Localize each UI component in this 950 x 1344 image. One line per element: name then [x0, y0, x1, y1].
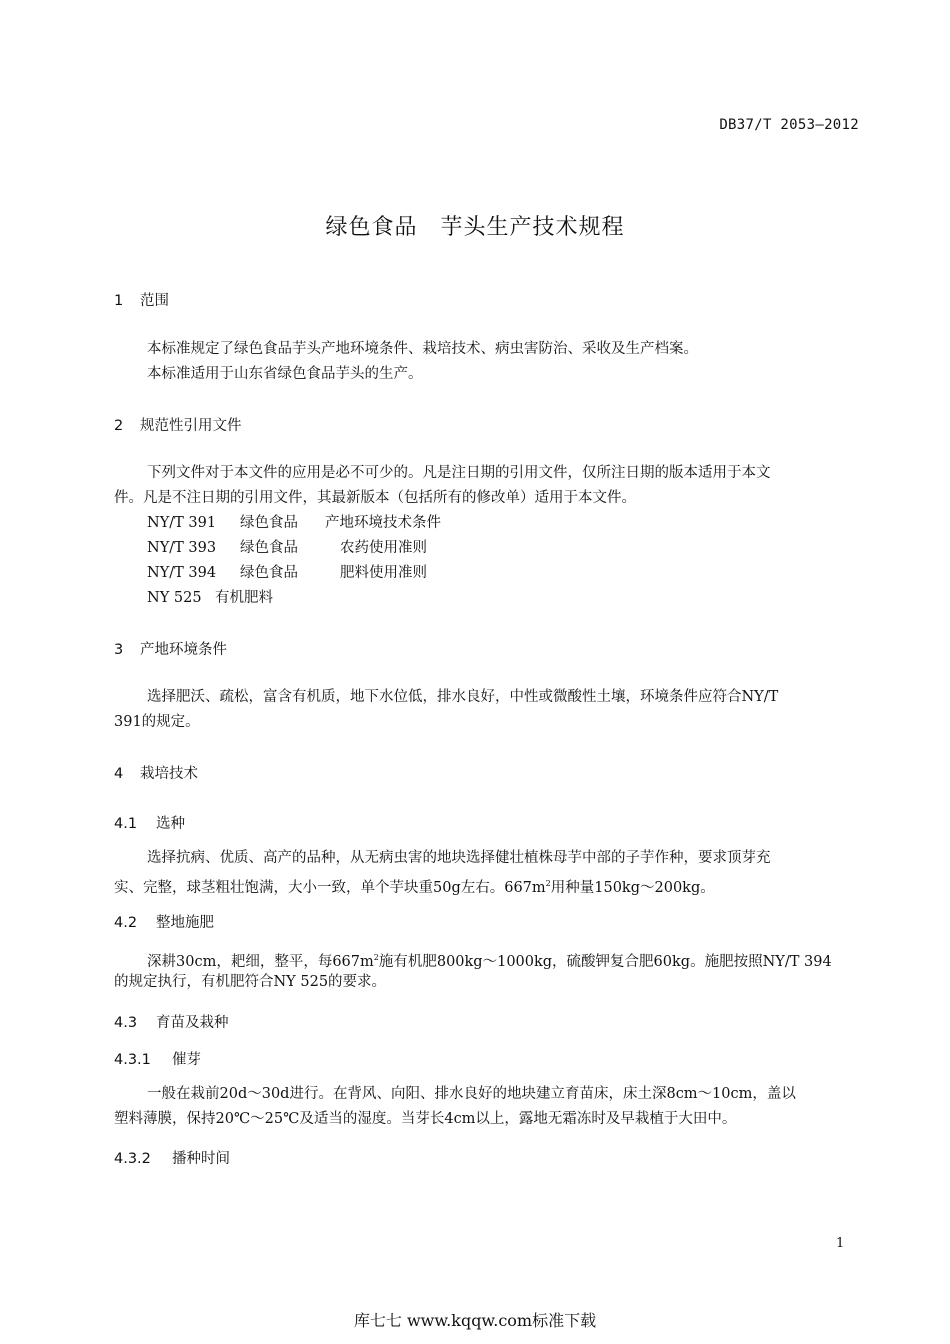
paragraph: 塑料薄膜，保持20℃～25℃及适当的湿度。当芽长4cm以上，露地无霜冻时及早栽植于大田中。 [114, 1111, 737, 1127]
reference-item [147, 536, 427, 561]
section-title: 栽培技术 [140, 766, 198, 782]
section-title: 范围 [140, 293, 169, 309]
subsection-4-2-heading [114, 911, 214, 932]
standard-code: DB37/T 2053—2012 [719, 117, 859, 133]
section-title: 整地施肥 [156, 915, 214, 931]
reference-code: NY/T 391 [147, 515, 217, 531]
section-title: 播种时间 [172, 1151, 230, 1167]
reference-name: 有机肥料 [215, 590, 273, 606]
section-title: 催芽 [172, 1052, 201, 1068]
reference-name: 肥料使用准则 [340, 565, 427, 581]
section-title: 规范性引用文件 [140, 418, 242, 434]
section-number: 4.3.2 [114, 1151, 151, 1167]
reference-category: 绿色食品 [240, 565, 298, 581]
paragraph: 选择肥沃、疏松，富含有机质，地下水位低，排水良好，中性或微酸性土壤，环境条件应符合NY/T [147, 689, 779, 705]
paragraph: 391的规定。 [114, 714, 200, 730]
paragraph: 下列文件对于本文件的应用是必不可少的。凡是注日期的引用文件，仅所注日期的版本适用于本文 [147, 465, 771, 481]
section-title: 选种 [156, 816, 185, 832]
section-number: 3 [114, 642, 124, 658]
section-number: 1 [114, 293, 124, 309]
footer-watermark: 库七七 www.kqqw.com标准下载 [353, 1311, 597, 1330]
paragraph: 本标准规定了绿色食品芋头产地环境条件、栽培技术、病虫害防治、采收及生产档案。 [147, 341, 698, 357]
section-1-heading [114, 289, 169, 310]
paragraph: 选择抗病、优质、高产的品种，从无病虫害的地块选择健壮植株母芋中部的子芋作种，要求顶芽充 [147, 850, 771, 866]
section-title: 产地环境条件 [140, 642, 227, 658]
subsection-4-1-heading [114, 812, 185, 833]
reference-item [147, 511, 441, 536]
section-2-heading [114, 414, 242, 435]
section-number: 4.3 [114, 1015, 138, 1031]
section-number: 4.2 [114, 915, 138, 931]
subsection-4-3-1-heading [114, 1048, 201, 1069]
subsection-4-3-heading [114, 1011, 229, 1032]
reference-item [147, 561, 427, 586]
paragraph: 一般在栽前20d～30d进行。在背风、向阳、排水良好的地块建立育苗床，床土深8cm～10cm，盖以 [147, 1086, 796, 1102]
paragraph: 深耕30cm，耙细，整平，每$667m^2$施有机肥800kg～1000kg，硫酸钾复合肥60kg。施肥按照NY/T 394 [147, 953, 832, 970]
section-number: 2 [114, 418, 124, 434]
reference-category: 绿色食品 [240, 540, 298, 556]
reference-code: NY/T 394 [147, 565, 217, 581]
paragraph: 件。凡是不注日期的引用文件，其最新版本（包括所有的修改单）适用于本文件。 [114, 490, 636, 506]
reference-code: NY 525 [147, 590, 202, 606]
section-number: 4.3.1 [114, 1052, 151, 1068]
section-3-heading [114, 638, 227, 659]
paragraph: 本标准适用于山东省绿色食品芋头的生产。 [147, 366, 423, 382]
reference-item [147, 586, 273, 611]
reference-name: 产地环境技术条件 [325, 515, 441, 531]
document-title: 绿色食品 芋头生产技术规程 [325, 215, 625, 240]
paragraph: 实、完整，球茎粗壮饱满，大小一致，单个芋块重50g左右。$667m^2$用种量150kg～200kg。 [114, 879, 715, 896]
page-number: 1 [836, 1236, 845, 1251]
reference-category: 绿色食品 [240, 515, 298, 531]
reference-code: NY/T 393 [147, 540, 217, 556]
paragraph: 的规定执行，有机肥符合NY 525的要求。 [114, 974, 387, 990]
section-4-heading [114, 762, 198, 783]
section-title: 育苗及栽种 [156, 1015, 229, 1031]
reference-name: 农药使用准则 [340, 540, 427, 556]
section-number: 4 [114, 766, 124, 782]
section-number: 4.1 [114, 816, 138, 832]
subsection-4-3-2-heading [114, 1147, 230, 1168]
